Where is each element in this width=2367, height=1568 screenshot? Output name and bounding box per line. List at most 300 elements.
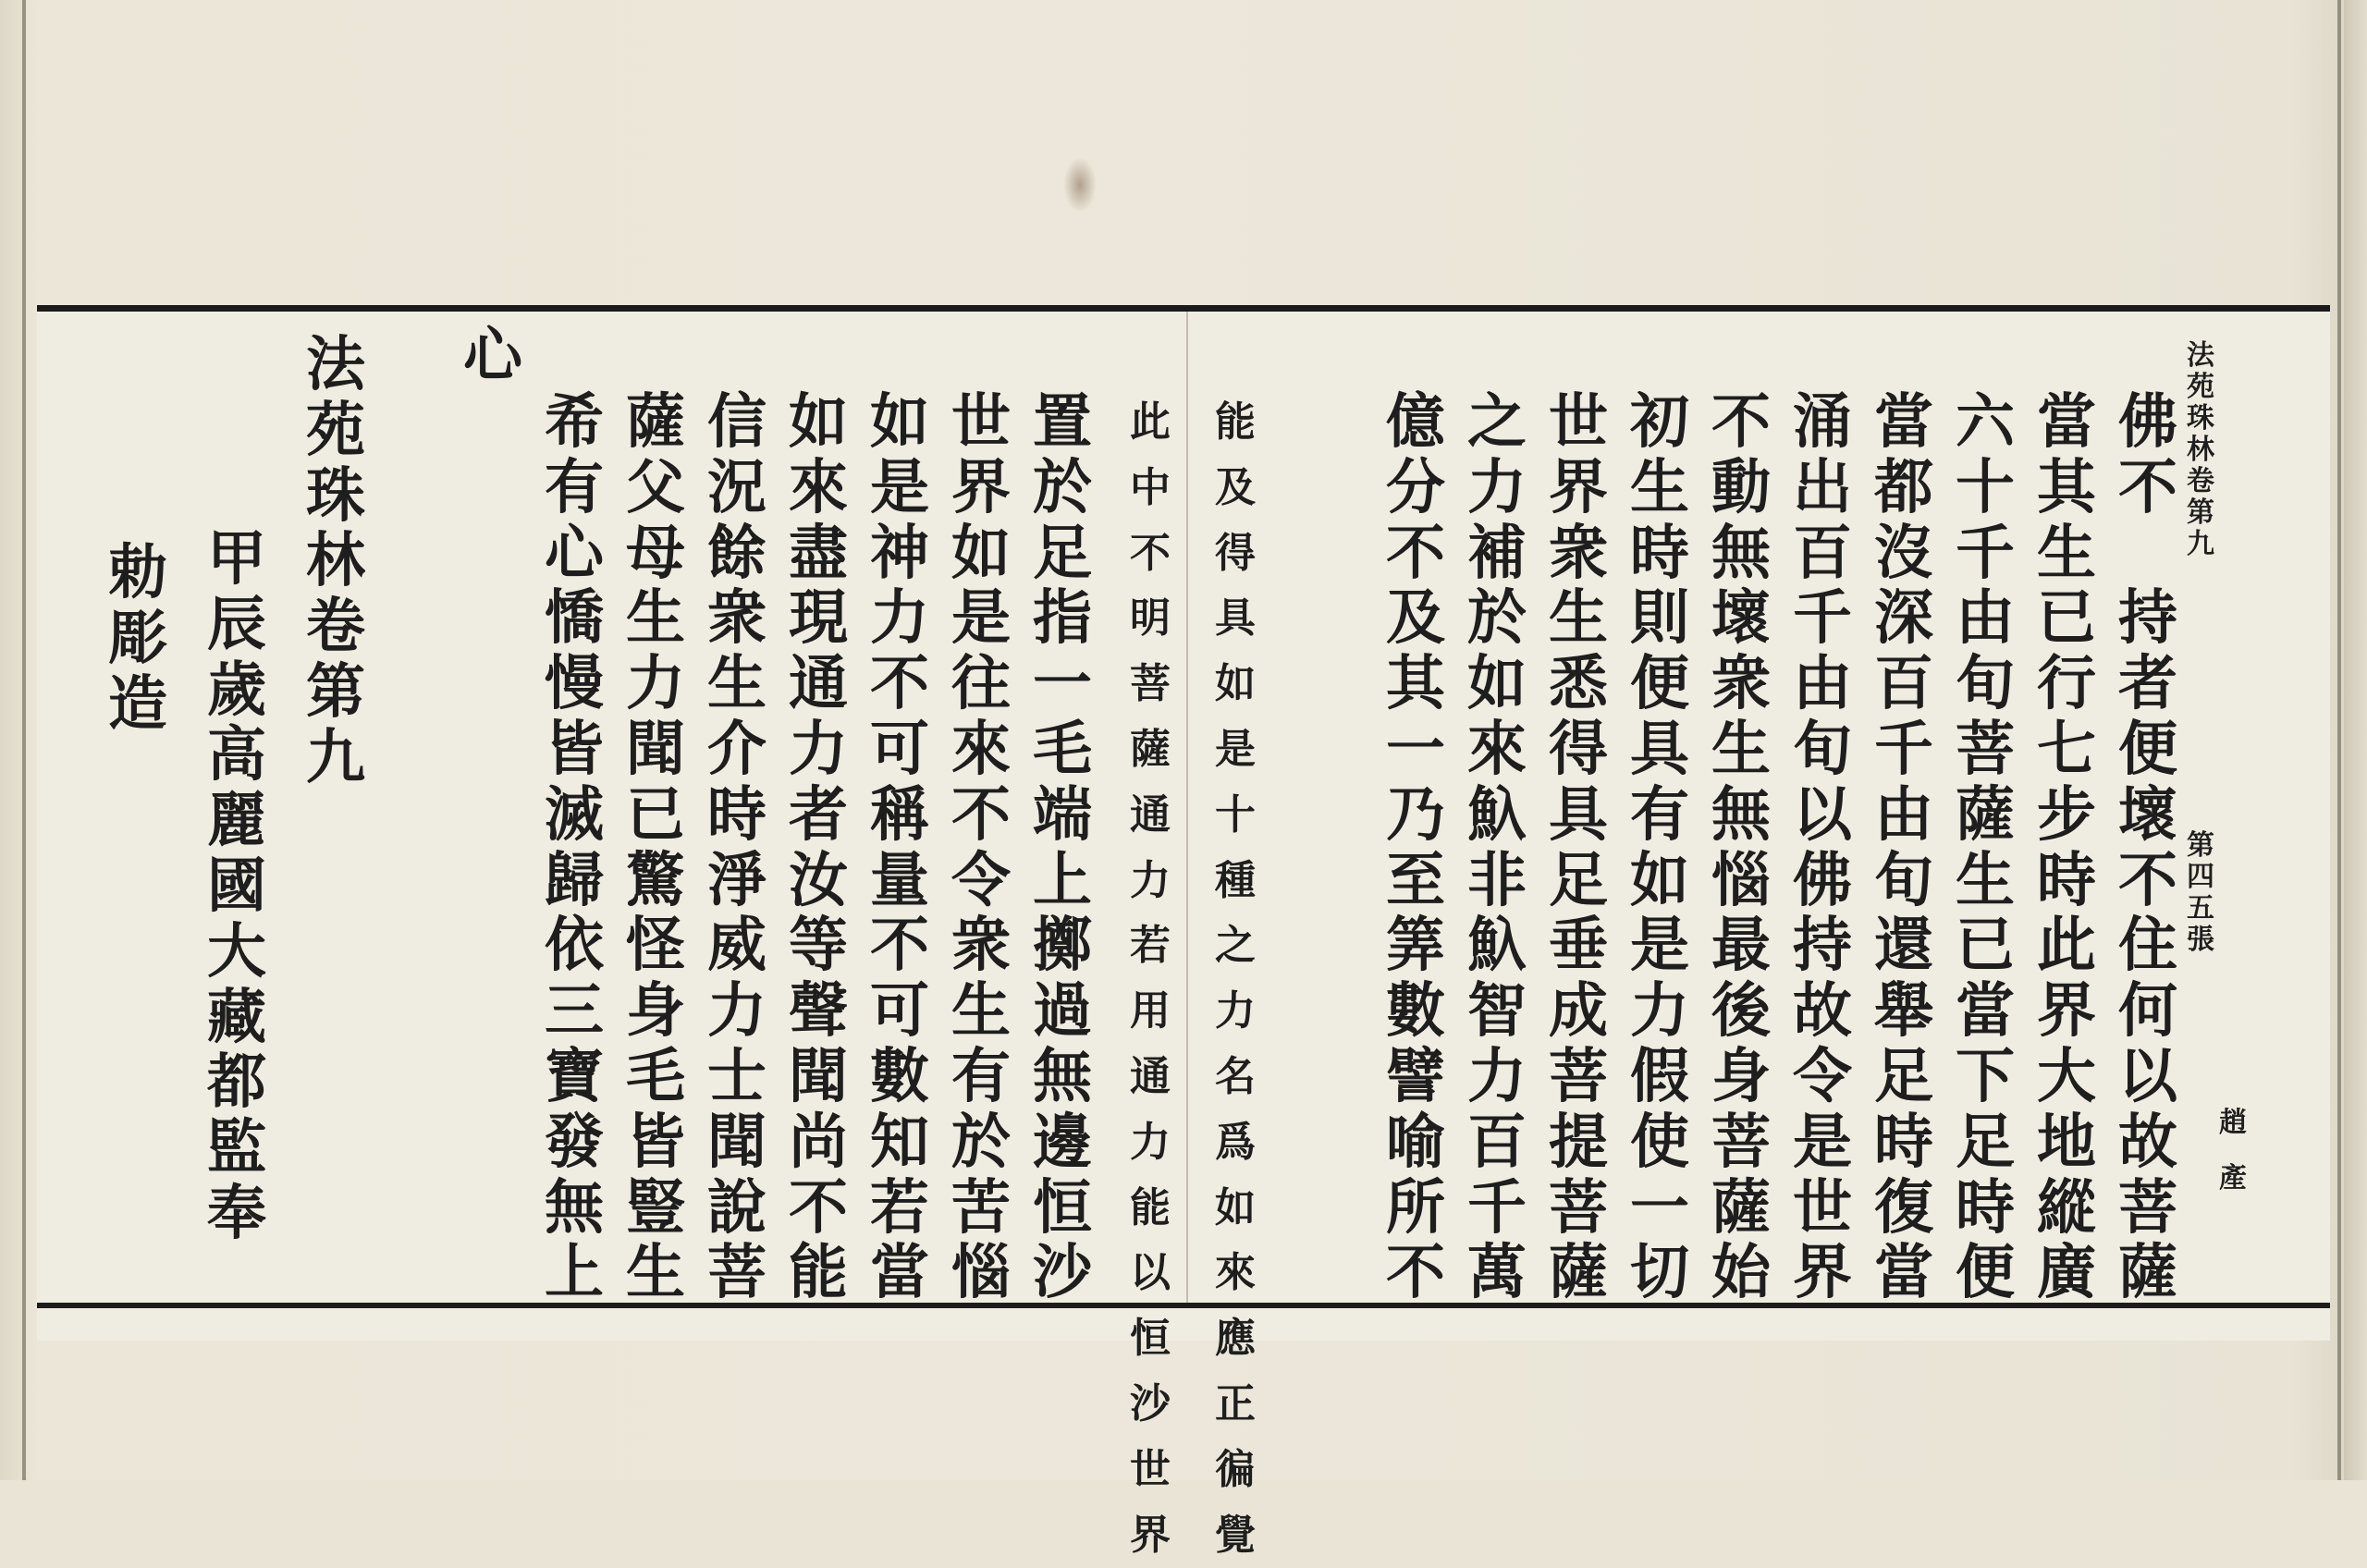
glyph: 千	[1874, 714, 1933, 784]
glyph: 無	[1033, 1041, 1092, 1111]
binding-edge-right	[2337, 0, 2341, 1480]
glyph: 舉	[1874, 976, 1933, 1047]
glyph: 威	[707, 911, 767, 981]
glyph: 國	[207, 851, 266, 921]
glyph: 當	[870, 1238, 929, 1308]
glyph: 生	[626, 583, 685, 654]
glyph: 筭	[1386, 911, 1445, 981]
glyph: 力	[1467, 1041, 1527, 1111]
glyph: 足	[1956, 1107, 2015, 1177]
glyph: 令	[951, 845, 1011, 915]
glyph: 來	[1215, 1249, 1256, 1297]
glyph: 由	[1956, 583, 2015, 654]
glyph: 者	[789, 779, 848, 850]
glyph: 一	[1033, 649, 1092, 719]
text-column-3	[1952, 387, 2018, 1308]
glyph: 母	[626, 518, 685, 588]
glyph: 衆	[1549, 518, 1608, 588]
glyph: 非	[1467, 845, 1527, 915]
glyph: 涌	[1793, 387, 1852, 457]
glyph: 當	[1874, 387, 1933, 457]
glyph: 量	[870, 845, 929, 915]
glyph: 七	[2037, 714, 2096, 784]
glyph: 薩	[1711, 1172, 1771, 1243]
glyph: 數	[870, 1041, 929, 1111]
glyph: 來	[951, 714, 1011, 784]
glyph: 至	[1386, 845, 1445, 915]
colophon-title	[302, 330, 369, 792]
glyph: 十	[1956, 452, 2015, 522]
glyph: 使	[1630, 1107, 1689, 1177]
text-column-4	[1870, 387, 1937, 1308]
glyph: 卷	[306, 592, 365, 662]
glyph: 珠	[306, 460, 365, 531]
glyph: 應	[1215, 1315, 1256, 1363]
glyph: 四	[2187, 861, 2214, 893]
glyph: 最	[1711, 911, 1771, 981]
glyph: 如	[1215, 660, 1256, 708]
glyph: 中	[1130, 463, 1171, 511]
glyph: 五	[2187, 892, 2214, 925]
glyph: 具	[1549, 779, 1608, 850]
glyph: 甲	[207, 524, 266, 594]
glyph: 喻	[1386, 1107, 1445, 1177]
glyph: 九	[306, 722, 365, 792]
glyph: 造	[108, 668, 167, 739]
glyph: 時	[2037, 845, 2096, 915]
glyph: 生	[1630, 452, 1689, 522]
glyph: 還	[1874, 911, 1933, 981]
glyph: 父	[626, 452, 685, 522]
glyph: 千	[1956, 518, 2015, 588]
glyph: 餘	[707, 518, 767, 588]
glyph: 則	[1630, 583, 1689, 654]
glyph: 尚	[789, 1107, 848, 1177]
glyph: 具	[1630, 714, 1689, 784]
text-column-13	[1029, 387, 1096, 1308]
glyph: 切	[1630, 1238, 1689, 1308]
text-column-10	[1382, 387, 1449, 1308]
glyph: 力	[870, 583, 929, 654]
glyph: 數	[1386, 976, 1445, 1047]
glyph: 足	[1033, 518, 1092, 588]
carver-mark	[2214, 1109, 2251, 1193]
glyph: 爲	[1215, 1118, 1256, 1166]
colophon-decree	[104, 538, 171, 739]
glyph: 不	[870, 649, 929, 719]
glyph: 是	[951, 583, 1011, 654]
glyph: 聞	[626, 714, 685, 784]
glyph: 力	[1130, 856, 1171, 904]
glyph: 世	[1793, 1172, 1852, 1243]
glyph: 徧	[1215, 1445, 1256, 1493]
glyph: 不	[2118, 452, 2177, 522]
glyph: 歸	[545, 845, 604, 915]
glyph: 足	[1874, 1041, 1933, 1111]
glyph: 信	[707, 387, 767, 457]
glyph: 其	[1386, 649, 1445, 719]
glyph: 林	[2187, 434, 2214, 466]
binding-shadow	[2344, 0, 2367, 1480]
glyph: 生	[951, 976, 1011, 1047]
glyph: 菩	[1956, 714, 2015, 784]
glyph: 苑	[306, 395, 365, 465]
glyph: 藏	[207, 982, 266, 1052]
glyph: 惱	[951, 1238, 1011, 1308]
glyph: 縱	[2037, 1172, 2096, 1243]
glyph: 已	[1956, 911, 2015, 981]
glyph: 出	[1793, 452, 1852, 522]
glyph: 百	[1467, 1107, 1527, 1177]
glyph: 奉	[207, 1178, 266, 1248]
glyph: 廣	[2037, 1238, 2096, 1308]
glyph: 監	[207, 1113, 266, 1183]
glyph: 當	[2037, 387, 2096, 457]
glyph: 千	[1793, 583, 1852, 654]
glyph: 補	[1467, 518, 1527, 588]
glyph: 大	[2037, 1041, 2096, 1111]
glyph: 若	[870, 1172, 929, 1243]
glyph: 百	[1874, 649, 1933, 719]
glyph: 卷	[2187, 465, 2214, 497]
glyph: 下	[1956, 1041, 2015, 1111]
glyph: 恒	[1130, 1315, 1171, 1363]
glyph: 可	[870, 976, 929, 1047]
glyph: 力	[1630, 976, 1689, 1047]
glyph: 都	[207, 1047, 266, 1118]
glyph: 上	[1033, 845, 1092, 915]
glyph: 如	[870, 387, 929, 457]
glyph: 第	[306, 656, 365, 727]
glyph: 者	[2118, 649, 2177, 719]
glyph: 千	[1467, 1172, 1527, 1243]
glyph: 毛	[626, 1041, 685, 1111]
glyph: 步	[2037, 779, 2096, 850]
glyph: 以	[2118, 1041, 2177, 1111]
glyph: 來	[1467, 714, 1527, 784]
glyph: 如	[1630, 845, 1689, 915]
glyph: 淨	[707, 845, 767, 915]
glyph: 三	[545, 976, 604, 1047]
text-column-6	[1708, 387, 1774, 1308]
text-column-1	[2115, 387, 2181, 1308]
glyph: 不	[1130, 529, 1171, 577]
text-column-9	[1464, 387, 1530, 1308]
glyph: 足	[1549, 845, 1608, 915]
glyph: 之	[1467, 387, 1527, 457]
glyph: 知	[870, 1107, 929, 1177]
glyph: 介	[707, 714, 767, 784]
glyph: 界	[1793, 1238, 1852, 1308]
text-column-14	[948, 387, 1014, 1308]
glyph: 動	[1711, 452, 1771, 522]
glyph: 世	[1549, 387, 1608, 457]
glyph: 後	[1711, 976, 1771, 1047]
glyph: 趙	[2219, 1107, 2247, 1139]
glyph: 豎	[626, 1172, 685, 1243]
text-column-5	[1789, 387, 1856, 1308]
glyph: 士	[707, 1041, 767, 1111]
glyph: 薩	[1956, 779, 2015, 850]
glyph: 生	[707, 649, 767, 719]
glyph: 指	[1033, 583, 1092, 654]
glyph: 是	[1793, 1107, 1852, 1177]
glyph: 假	[1630, 1041, 1689, 1111]
glyph: 通	[1130, 790, 1171, 839]
glyph: 覺	[1215, 1511, 1256, 1559]
glyph	[2115, 521, 2181, 587]
glyph: 衆	[1711, 649, 1771, 719]
glyph: 衆	[707, 583, 767, 654]
glyph: 有	[951, 1041, 1011, 1111]
glyph: 如	[1215, 1183, 1256, 1231]
glyph: 能	[1130, 1183, 1171, 1231]
glyph: 菩	[1549, 1041, 1608, 1111]
glyph: 便	[1630, 649, 1689, 719]
glyph: 不	[951, 779, 1011, 850]
glyph: 界	[1130, 1511, 1171, 1559]
glyph: 況	[707, 452, 767, 522]
glyph: 億	[1386, 387, 1445, 457]
glyph: 珠	[2187, 402, 2214, 435]
glyph: 此	[1130, 398, 1171, 446]
glyph: 百	[1793, 518, 1852, 588]
glyph: 希	[545, 387, 604, 457]
glyph: 譬	[1386, 1041, 1445, 1111]
glyph: 力	[789, 714, 848, 784]
glyph: 世	[1130, 1445, 1171, 1493]
glyph: 已	[2037, 583, 2096, 654]
glyph: 智	[1467, 976, 1527, 1047]
text-column-19	[541, 387, 607, 1308]
glyph: 界	[951, 452, 1011, 522]
glyph: 行	[2037, 649, 2096, 719]
glyph: 說	[707, 1172, 767, 1243]
glyph: 深	[1874, 583, 1933, 654]
leaf-number	[2185, 830, 2216, 956]
glyph: 苦	[951, 1172, 1011, 1243]
glyph: 有	[545, 452, 604, 522]
glyph: 始	[1711, 1238, 1771, 1308]
glyph: 皆	[626, 1107, 685, 1177]
glyph: 沙	[1033, 1238, 1092, 1308]
glyph: 可	[870, 714, 929, 784]
paper-stain	[1063, 157, 1097, 213]
glyph: 第	[2187, 496, 2214, 529]
glyph: 分	[1386, 452, 1445, 522]
glyph: 力	[707, 976, 767, 1047]
glyph: 置	[1033, 387, 1092, 457]
glyph: 如	[1467, 649, 1527, 719]
glyph: 有	[1630, 779, 1689, 850]
glyph: 壞	[2118, 779, 2177, 850]
glyph: 所	[1386, 1172, 1445, 1243]
glyph: 神	[870, 518, 929, 588]
glyph: 能	[1215, 398, 1256, 446]
glyph: 由	[1874, 779, 1933, 850]
glyph: 林	[306, 526, 365, 596]
glyph: 正	[1215, 1379, 1256, 1427]
glyph: 盡	[789, 518, 848, 588]
colophon-imprint	[203, 524, 270, 1248]
text-column-20	[460, 321, 526, 390]
glyph: 法	[306, 330, 365, 399]
glyph: 復	[1874, 1172, 1933, 1243]
glyph: 能	[789, 1238, 848, 1308]
glyph: 時	[1630, 518, 1689, 588]
glyph: 聞	[707, 1107, 767, 1177]
glyph: 汝	[789, 845, 848, 915]
glyph: 菩	[1549, 1172, 1608, 1243]
text-column-17	[704, 387, 770, 1308]
glyph: 初	[1630, 387, 1689, 457]
glyph: 毛	[1033, 714, 1092, 784]
glyph: 是	[1630, 911, 1689, 981]
glyph: 不	[1711, 387, 1771, 457]
glyph: 苑	[2187, 371, 2214, 403]
glyph: 以	[1793, 779, 1852, 850]
glyph: 薩	[626, 387, 685, 457]
glyph: 於	[951, 1107, 1011, 1177]
glyph: 旬	[1956, 649, 2015, 719]
glyph: 名	[1215, 1052, 1256, 1100]
glyph: 當	[1874, 1238, 1933, 1308]
glyph: 旬	[1874, 845, 1933, 915]
glyph: 一	[1386, 714, 1445, 784]
glyph: 發	[545, 1107, 604, 1177]
text-column-18	[622, 387, 689, 1308]
glyph: 世	[951, 387, 1011, 457]
glyph: 怪	[626, 911, 685, 981]
text-column-16	[785, 387, 852, 1308]
glyph: 旬	[1793, 714, 1852, 784]
glyph: 無	[1711, 518, 1771, 588]
glyph: 生	[2037, 518, 2096, 588]
glyph: 產	[2219, 1162, 2247, 1194]
glyph: 無	[1711, 779, 1771, 850]
glyph: 辰	[207, 589, 266, 659]
glyph: 聞	[789, 1041, 848, 1111]
glyph: 力	[1467, 452, 1527, 522]
glyph: 於	[1467, 583, 1527, 654]
glyph: 魞	[1467, 779, 1527, 850]
glyph: 具	[1215, 594, 1256, 643]
glyph: 明	[1130, 594, 1171, 643]
glyph: 心	[463, 321, 522, 390]
glyph: 通	[789, 649, 848, 719]
glyph: 沒	[1874, 518, 1933, 588]
glyph: 擲	[1033, 911, 1092, 981]
glyph: 時	[1874, 1107, 1933, 1177]
glyph: 慢	[545, 649, 604, 719]
glyph: 便	[2118, 714, 2177, 784]
glyph: 力	[1215, 987, 1256, 1035]
glyph: 地	[2037, 1107, 2096, 1177]
glyph: 持	[2118, 583, 2177, 654]
glyph: 得	[1215, 529, 1256, 577]
glyph: 張	[2187, 924, 2214, 956]
glyph: 稱	[870, 779, 929, 850]
glyph: 無	[545, 1172, 604, 1243]
glyph: 界	[2037, 976, 2096, 1047]
glyph: 故	[2118, 1107, 2177, 1177]
glyph: 麗	[207, 786, 266, 856]
glyph: 乃	[1386, 779, 1445, 850]
glyph: 衆	[951, 911, 1011, 981]
glyph: 身	[626, 976, 685, 1047]
glyph: 九	[2187, 528, 2214, 560]
glyph: 驚	[626, 845, 685, 915]
glyph: 邊	[1033, 1107, 1092, 1177]
glyph: 萬	[1467, 1238, 1527, 1308]
glyph: 垂	[1549, 911, 1608, 981]
glyph: 用	[1130, 987, 1171, 1035]
glyph: 來	[789, 452, 848, 522]
glyph: 何	[2118, 976, 2177, 1047]
glyph: 菩	[2118, 1172, 2177, 1243]
glyph: 高	[207, 720, 266, 790]
glyph: 不	[1386, 1238, 1445, 1308]
glyph: 端	[1033, 779, 1092, 850]
center-fold-line	[1186, 312, 1188, 1303]
glyph: 其	[2037, 452, 2096, 522]
text-column-7	[1626, 387, 1693, 1308]
glyph: 過	[1033, 976, 1092, 1047]
glyph: 生	[626, 1238, 685, 1308]
glyph: 沙	[1130, 1379, 1171, 1427]
glyph: 往	[951, 649, 1011, 719]
glyph: 身	[1711, 1041, 1771, 1111]
glyph: 上	[545, 1238, 604, 1308]
glyph: 滅	[545, 779, 604, 850]
glyph: 當	[1956, 976, 2015, 1047]
glyph: 佛	[2118, 387, 2177, 457]
text-column-15	[866, 387, 933, 1308]
glyph: 菩	[1711, 1107, 1771, 1177]
binding-edge-left	[22, 0, 26, 1480]
glyph: 寶	[545, 1041, 604, 1111]
glyph: 持	[1793, 911, 1852, 981]
glyph: 惱	[1711, 845, 1771, 915]
glyph: 歲	[207, 655, 266, 725]
glyph: 等	[789, 911, 848, 981]
glyph: 菩	[1130, 660, 1171, 708]
glyph: 法	[2187, 339, 2214, 372]
glyph: 生	[1956, 845, 2015, 915]
glyph: 壞	[1711, 583, 1771, 654]
glyph: 力	[1130, 1118, 1171, 1166]
text-column-8	[1545, 387, 1612, 1308]
glyph: 一	[1630, 1172, 1689, 1243]
glyph: 十	[1215, 790, 1256, 839]
glyph: 菩	[707, 1238, 767, 1308]
glyph: 時	[1956, 1172, 2015, 1243]
glyph: 通	[1130, 1052, 1171, 1100]
glyph: 住	[2118, 911, 2177, 981]
glyph: 時	[707, 779, 767, 850]
glyph: 不	[1386, 518, 1445, 588]
glyph: 薩	[1549, 1238, 1608, 1308]
glyph: 恒	[1033, 1172, 1092, 1243]
glyph: 令	[1793, 1041, 1852, 1111]
glyph: 勅	[108, 538, 167, 607]
glyph: 現	[789, 583, 848, 654]
glyph: 薩	[2118, 1238, 2177, 1308]
glyph: 成	[1549, 976, 1608, 1047]
text-column-11	[1212, 390, 1258, 1568]
glyph: 第	[2187, 829, 2214, 862]
glyph: 此	[2037, 911, 2096, 981]
